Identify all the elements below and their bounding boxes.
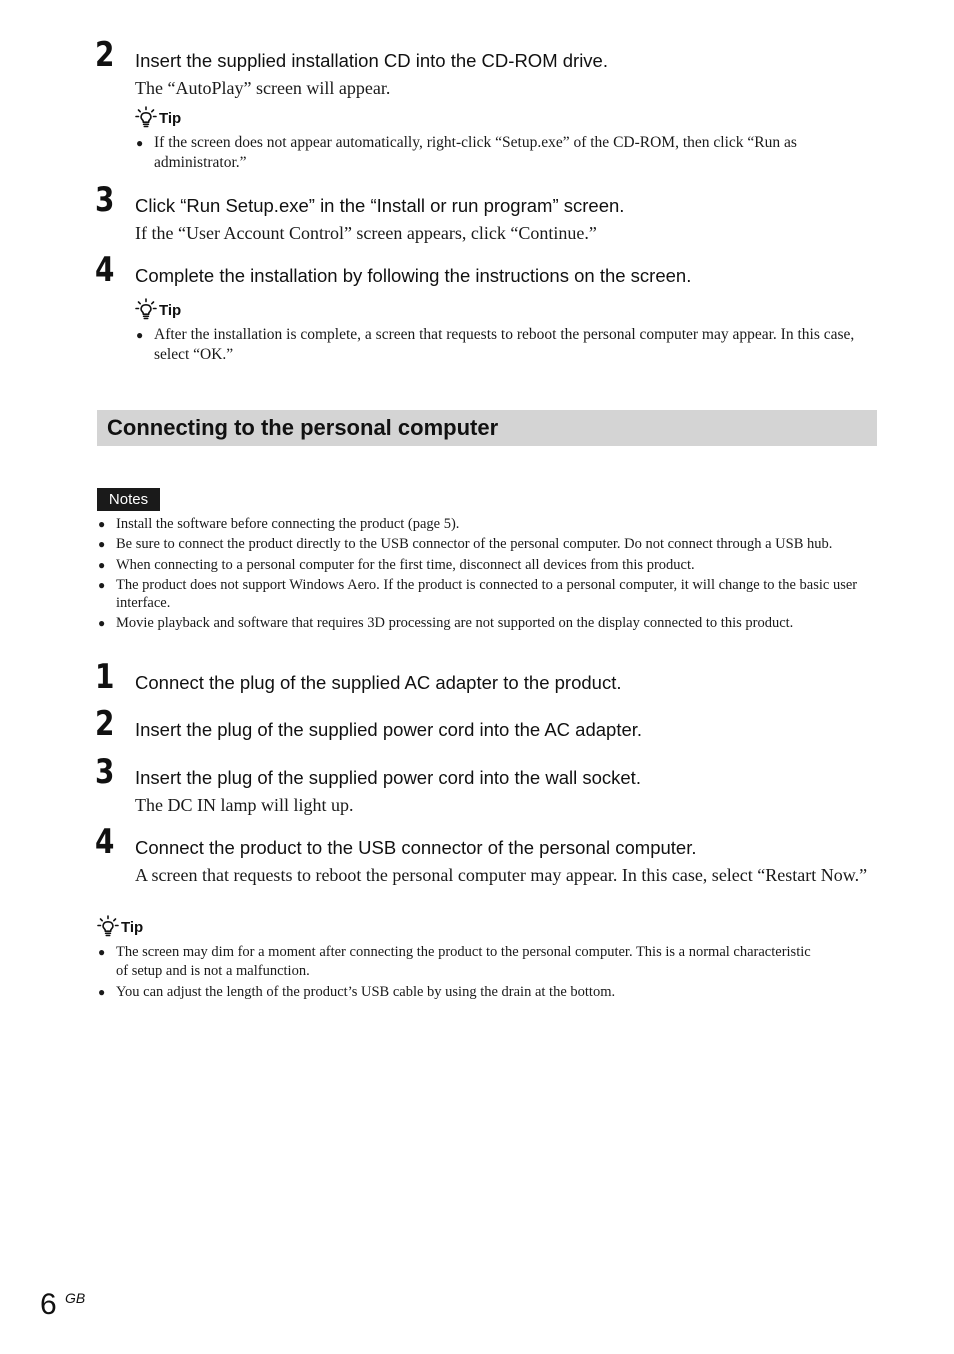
list-item: ● You can adjust the length of the product’s USB cable by using the drain at the bottom.: [98, 984, 616, 1001]
bullet-dot-icon: ●: [98, 616, 106, 631]
lightbulb-icon: [97, 915, 119, 937]
tip-heading: [97, 915, 143, 937]
step-number: 2: [95, 35, 115, 75]
tip-list: [97, 943, 817, 1005]
list-item: ● Be sure to connect the product directly to the USB connector of the personal computer. Do not connect through a USB hub.: [98, 536, 833, 553]
list-item: ● If the screen does not appear automatically, right-click “Setup.exe” of the CD-ROM, then click “Run as administrator.”: [136, 134, 797, 171]
step-number: 2: [95, 704, 115, 744]
step-number: 4: [95, 250, 115, 290]
step-description: The “AutoPlay” screen will appear.: [135, 78, 391, 98]
bullet-dot-icon: ●: [98, 985, 106, 1000]
step-number: 1: [95, 657, 115, 697]
list-item: ● Movie playback and software that requires 3D processing are not supported on the display connected to this product.: [98, 615, 794, 632]
step-title: Insert the plug of the supplied power cord into the wall socket.: [135, 767, 641, 788]
step-description: If the “User Account Control” screen appears, click “Continue.”: [135, 223, 597, 243]
list-item: ● When connecting to a personal computer for the first time, disconnect all devices from this product.: [98, 556, 695, 573]
bullet-dot-icon: ●: [98, 537, 106, 552]
step-title: Connect the plug of the supplied AC adapter to the product.: [135, 672, 622, 693]
step-title: Complete the installation by following the instructions on the screen.: [135, 265, 692, 286]
step-title: Insert the plug of the supplied power cord into the AC adapter.: [135, 719, 643, 740]
lightbulb-icon: [135, 298, 157, 320]
tip-heading: [135, 298, 181, 320]
step-description: A screen that requests to reboot the personal computer may appear. In this case, select “Restart Now.”: [135, 865, 868, 885]
page-number: 6: [40, 1288, 57, 1321]
step-number: 3: [95, 752, 115, 792]
step-description: The DC IN lamp will light up.: [135, 795, 354, 815]
bullet-dot-icon: ●: [98, 557, 106, 572]
section-heading-bar: [97, 410, 877, 446]
lightbulb-icon: [135, 106, 157, 128]
list-item: ● The product does not support Windows Aero. If the product is connected to a personal computer, it will change to the basic user interface.: [98, 576, 858, 611]
step-number: 3: [95, 180, 115, 220]
step-title: Click “Run Setup.exe” in the “Install or run program” screen.: [135, 195, 625, 216]
bullet-dot-icon: ●: [98, 945, 106, 959]
notes-list: [97, 515, 875, 634]
step-title: Insert the supplied installation CD into the CD-ROM drive.: [135, 50, 608, 71]
step-number: 4: [95, 822, 115, 862]
bullet-dot-icon: ●: [98, 577, 106, 592]
tip-label: Tip: [159, 110, 182, 127]
page-language-suffix: GB: [65, 1290, 86, 1306]
bullet-dot-icon: ●: [98, 517, 106, 531]
bullet-dot-icon: ●: [136, 328, 144, 342]
tip-list: [135, 133, 865, 173]
list-item: ● Install the software before connecting the product (page 5).: [98, 516, 460, 532]
notes-label: Notes: [97, 488, 160, 511]
tip-label: Tip: [121, 919, 144, 936]
tip-heading: [135, 106, 181, 128]
bullet-dot-icon: ●: [136, 136, 144, 150]
tip-list: [135, 325, 865, 365]
tip-label: Tip: [159, 302, 182, 319]
list-item: ● The screen may dim for a moment after connecting the product to the personal computer. This is a normal characteristic of setup and is not a malfunction.: [98, 944, 811, 979]
list-item: ● After the installation is complete, a screen that requests to reboot the personal computer may appear. In this case, select “OK.”: [136, 326, 855, 363]
section-title: Connecting to the personal computer: [107, 415, 499, 440]
step-title: Connect the product to the USB connector of the personal computer.: [135, 837, 697, 858]
